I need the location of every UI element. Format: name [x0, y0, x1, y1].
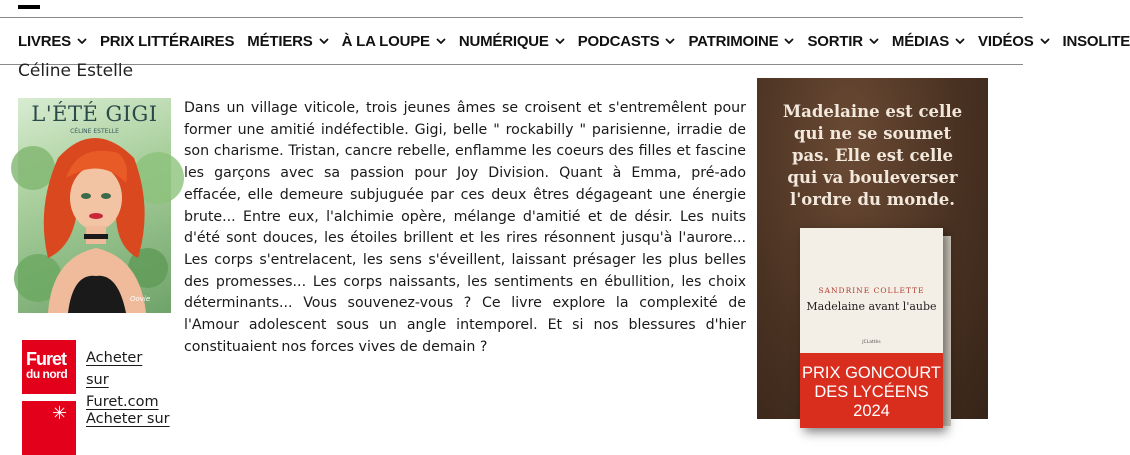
furet-logo-icon[interactable]	[22, 340, 76, 394]
advertisement-banner[interactable]	[757, 78, 988, 419]
ad-headline: Madelaine est celle qui ne se soumet pas. Elle est celle qui va bouleverser l'ordre du monde.	[782, 102, 963, 209]
nav-item-label: MÉTIERS	[247, 32, 313, 50]
main-navigation	[0, 18, 1130, 65]
ad-award-line2: DES LYCÉENS	[814, 383, 929, 401]
top-bar	[0, 0, 1023, 18]
book-author: Céline Estelle	[18, 61, 134, 81]
chevron-down-icon	[319, 36, 329, 46]
chevron-down-icon	[1040, 36, 1050, 46]
ad-book-cover	[800, 228, 943, 428]
retailer-logo-icon[interactable]	[22, 401, 76, 455]
nav-item-metiers[interactable]	[247, 33, 328, 50]
ad-award-line1: PRIX GONCOURT	[801, 364, 942, 382]
chevron-down-icon	[665, 36, 675, 46]
chevron-down-icon	[955, 36, 965, 46]
star-icon: ✳	[52, 403, 68, 424]
nav-item-numerique[interactable]	[459, 33, 565, 50]
cover-subtitle: CÉLINE ESTELLE	[70, 128, 119, 135]
nav-list	[18, 18, 1130, 64]
nav-item-patrimoine[interactable]	[688, 33, 794, 50]
nav-item-label: PODCASTS	[577, 32, 660, 50]
nav-item-label: VIDÉOS	[978, 32, 1034, 50]
nav-item-label: SORTIR	[807, 32, 863, 50]
nav-item-videos[interactable]	[978, 33, 1049, 50]
chevron-down-icon	[555, 36, 565, 46]
nav-item-label: MÉDIAS	[891, 32, 950, 50]
book-description: Dans un village viticole, trois jeunes âmes se croisent et s'entremêlent pour former une amitié indéfectible. Gigi, belle " rockabilly " parisienne, irradie de son charisme. Tristan, cancre rebelle, enflamme les coeurs des filles et fascine les garçons avec sa passion pour Joy Division. Quant à Emma, pré-ado effacée, elle demeure subjuguée par ces deux êtres dégageant une énergie brute... Entre eux, l'alchimie opère, mélange d'amitié et de désir. Les nuits d'été sont douces, les étoiles brillent et les rires résonnent jusqu'à l'aurore... Les corps s'entrelacent, les sens s'éveillent, laissant présager les plus belles des promesses... Les corps naissants, les sentiments en ébullition, les choix déterminants... Vous souvenez-vous ? Ce livre explore la complexité de l'Amour adolescent sous un angle intemporel. Et si nos blessures d'hier constituaient nos forces vives de demain ?	[184, 100, 746, 355]
retailer-second	[22, 401, 170, 455]
nav-item-livres[interactable]	[18, 33, 87, 50]
nav-item-podcasts[interactable]	[578, 33, 676, 50]
chevron-down-icon	[869, 36, 879, 46]
nav-item-insolite[interactable]	[1063, 33, 1130, 50]
cover-publisher-mark: Oovie	[130, 295, 151, 303]
book-cover-image[interactable]	[18, 98, 171, 313]
nav-item-prix-litteraires[interactable]	[100, 33, 234, 50]
furet-logo-subtext: du nord	[26, 367, 68, 381]
buy-on-retailer-link[interactable]: Acheter sur	[86, 411, 170, 427]
nav-item-medias[interactable]	[892, 33, 965, 50]
cover-title: L'ÉTÉ GIGI	[31, 102, 158, 126]
ad-award-line3: 2024	[853, 402, 890, 420]
furet-logo-text: Furet	[26, 349, 66, 369]
chevron-down-icon	[436, 36, 446, 46]
chevron-down-icon	[784, 36, 794, 46]
ad-book-publisher: JCLattès	[862, 340, 881, 345]
buy-on-furet-link[interactable]: Acheter sur Furet.com	[86, 350, 159, 410]
nav-item-sortir[interactable]	[807, 33, 878, 50]
ad-award-band	[800, 353, 943, 428]
nav-item-label: NUMÉRIQUE	[458, 32, 549, 50]
ad-book-author: SANDRINE COLLETTE	[818, 286, 925, 295]
nav-item-label: INSOLITE	[1062, 32, 1130, 50]
ad-book-title: Madelaine avant l'aube	[806, 300, 937, 313]
nav-item-label: À LA LOUPE	[341, 32, 430, 50]
ad-book-spine	[943, 236, 951, 426]
hamburger-icon[interactable]	[18, 5, 40, 9]
nav-item-label: PRIX LITTÉRAIRES	[99, 32, 235, 50]
chevron-down-icon	[77, 36, 87, 46]
nav-item-label: PATRIMOINE	[688, 32, 779, 50]
nav-item-label: LIVRES	[18, 32, 71, 50]
nav-item-a-la-loupe[interactable]	[342, 33, 446, 50]
